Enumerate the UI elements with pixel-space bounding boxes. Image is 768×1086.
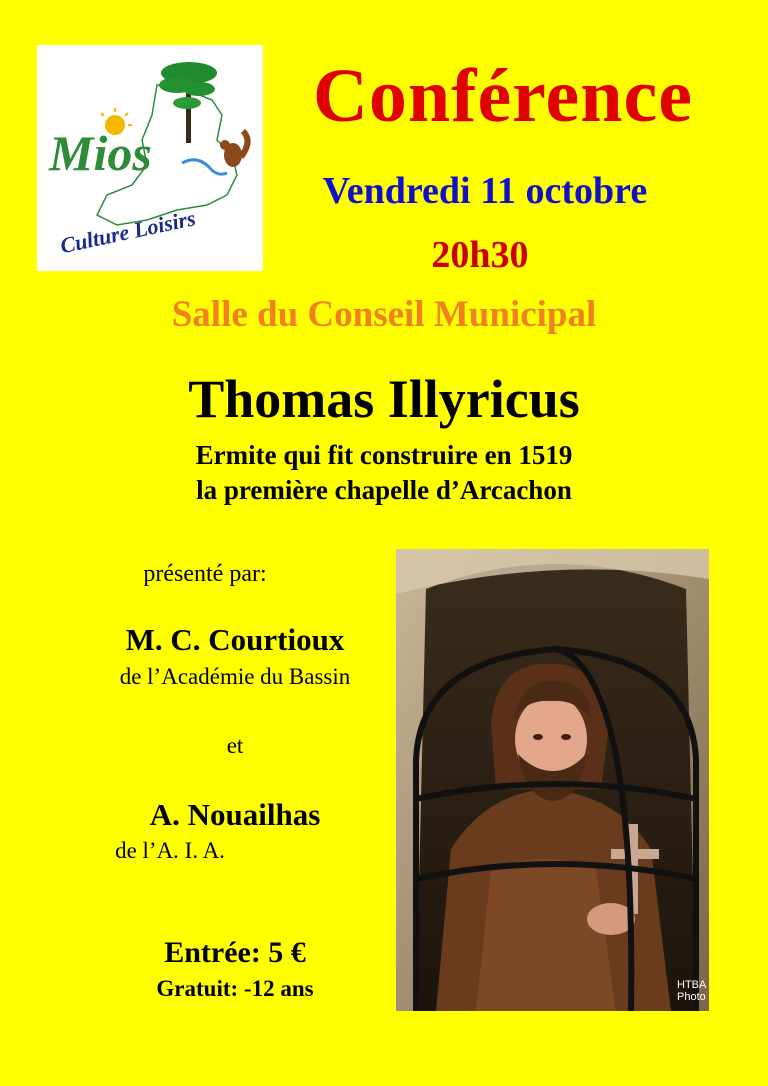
subtitle-line-2: la première chapelle d’Arcachon	[196, 474, 572, 505]
topic-subtitle	[0, 438, 768, 507]
topic-title: Thomas Illyricus	[188, 369, 580, 429]
watermark-line-2: Photo	[677, 990, 706, 1003]
subtitle-line-1: Ermite qui fit construire en 1519	[195, 440, 573, 470]
photo-watermark	[677, 979, 707, 1003]
watermark-line-1: HTBA	[677, 978, 707, 991]
free-entry-note: Gratuit: -12 ans	[156, 976, 314, 1001]
event-date: Vendredi 11 octobre	[322, 170, 648, 212]
logo-graphic	[37, 45, 263, 271]
presented-by-label: présenté par:	[143, 561, 267, 587]
speaker-1-org: de l’Académie du Bassin	[119, 664, 351, 689]
venue-text: Salle du Conseil Municipal	[171, 294, 597, 335]
mios-logo	[37, 45, 263, 271]
speaker-1-name: M. C. Courtioux	[125, 622, 345, 657]
event-venue	[0, 295, 768, 336]
logo-tagline-text: Culture Loisirs	[57, 205, 198, 259]
speaker-2-org: de l’A. I. A.	[115, 838, 225, 863]
event-title: Conférence	[312, 54, 694, 138]
conjunction-text: et	[226, 733, 244, 758]
statue-photo	[396, 549, 709, 1011]
entry-price: Entrée: 5 €	[164, 936, 306, 969]
speaker-2-name: A. Nouailhas	[149, 797, 321, 832]
statue-illustration	[396, 549, 709, 1011]
event-time: 20h30	[431, 234, 529, 276]
logo-brand-text: Mios	[49, 125, 152, 181]
